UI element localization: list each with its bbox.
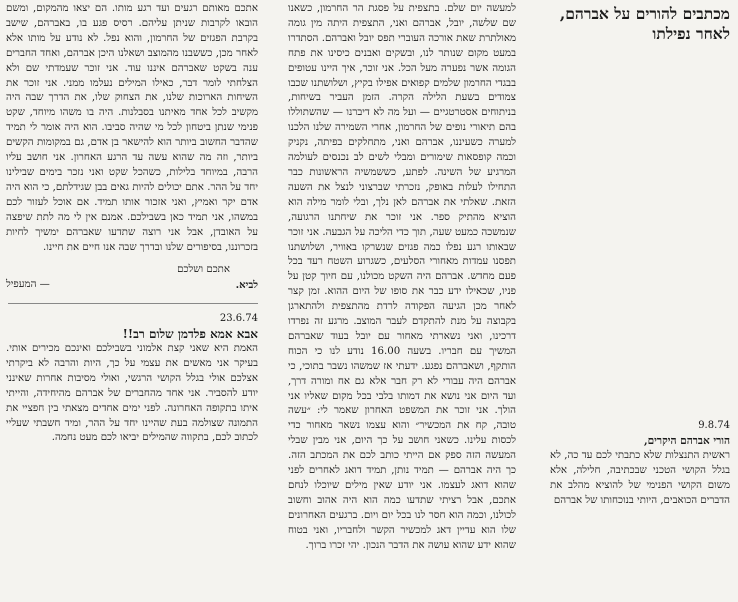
signature [6,278,258,293]
left-body: אתכם מאותם רגעים ועד רגע מותו. הם יצאו מהמקום, ומשם הובאו לקרבות שניתן עליהם. רסיס פגע בו, באברהם, שישב בקרבת הפגזים של החרמון, והוא נפל. לא נודע על מותו אלא לאחר מכן, כששבנו מהמוצב ושאלנו היכן אברהם, ואחד החברים ענה בשקט שאברהם איננו עוד. אני זוכר שעמדתי שם ולא הצלחתי לומר דבר, כאילו המילים נעלמו ממני. אני זוכר את השיחות הארוכות שלנו, את הצחוק שלו, את הדרך שבה היה מקשיב לכל אחד מאיתנו בסבלנות. היה בו משהו מיוחד, שקט פנימי שנתן ביטחון לכל מי שהיה סביבו. הוא היה אומר לי תמיד שהדבר החשוב ביותר הוא להישאר בן אדם, גם במקומות הקשים ביותר, וזה מה שהוא עשה עד הרגע האחרון. אני חושב עליו הרבה, במיוחד בלילות, כשהכל שקט ואני נזכר בימים שבילינו יחד על ההר. אתם יכולים להיות גאים בבן שגידלתם, כי הוא היה אדם יקר ואמיץ, ואני אזכור אותו תמיד. אם אוכל לעזור לכם במשהו, אני תמיד כאן בשבילכם. אמנם אין לי מה לתת שיפצה על האובדן, אבל אני רוצה שתדעו שאברהם ימשיך לחיות בזכרוננו, בסיפורים שלנו ובדרך שבה אנו חיים את חיינו. [6,3,258,253]
letter2-heading: אבא אמא פלדמן שלום רב!! [122,327,258,342]
column-left [6,2,258,602]
letter1-body: ראשית התנצלות שלא כתבתי לכם עד כה, לא בגלל הקושי הטכני שבכתיבה, חלילה, אלא משום הקושי הפנימי של להוציא מהלב את הדברים הכואבים, היותי בנוכחותו של אברהם [550,449,730,506]
page-title: מכתבים להורים על אברהם, לאחר נפילתו [559,4,730,43]
divider [8,303,258,304]
signature-role: — המעפיל [6,279,50,291]
letter2-body: האמת היא שאני קצת אלמוני בשבילכם ואינכם מכירים אותי. בעיקר אני מאשים את עצמי על כך, היות והרבה לא ביקרתי אצלכם אולי בגלל הקושי הרגשי, ואולי מסיבות אחרות שאינני יודע להסביר. אני אחד מהחברים של אברהם מהיחידה, והייתי איתו בתקופה האחרונה. לפני ימים אחדים מצאתי בין חפציי את התמונה שצולמה בעת שהיינו יחד על ההר, ומיד חשבתי שעליי לכתוב לכם, בתקווה שהמילים יביאו לכם מעט נחמה. [6,343,258,444]
letter2-date: 23.6.74 [219,313,258,325]
column-right [550,0,730,600]
middle-text: למעשה יום שלם. בתצפית על פסגת הר החרמון, כשאנו שם שלשה, יובל, אברהם ואני, התצפית היתה מין גומה מאולתרת שאת אורכה העוברי תפס יובל ואברהם. הסתדרו במעט מקום שנותר לנו, ובשקים ואבנים כיסינו את פתח הגומה אשר נפערה מעל הכל. אני זוכר, איך היינו עטופים בבגדי החרמון שלמים קפואים אפילו בקיץ, ושלושתנו שכבו צמודים בשעת הלילה הקרה. הזמן העביר בשיחות, בניתוחים אסטרטגיים — ועל מה לא דיברנו — שהשתוללו בהם תיאורי נופים של החרמון, אחרי השמירה שלנו הלכנו למערה כשעיננו, אברהם ואני, מתחלקים בפיתה, נקניק וכמה קופסאות שימורים ומבלי לשים לב נכנסים לעולמה המרגיע של השינה. לפתע, כששמשיה הראשונות כבר התחילו לעלות באופק, נזכרתי שברצוני לנצל את השעה הזאת. שאלתי את אברהם לאן נלך, ובלי לומר מילה הוא הוציא מהתיק ספר. אני זוכר את שיחתנו הרגועה, שנמשכה כמעט שעה, תוך כדי הליכה על הגבעה. אני זוכר שבאותו רגע נפלו כמה פגזים שנשרקו באוויר, ושלושתנו תפסנו עמדות מאחורי הסלעים, כשגרוע השטח רעד בכל פעם מחדש. אברהם היה השקט מכולנו, עם חיוך קטן על פניו, שכאילו ידע כבר את סופו של היום ההוא. זמן קצר לאחר מכן הגיעה הפקודה לרדת מהתצפית ולהתארגן בקבוצה על מנת להתקדם לעבר המוצב. מרגע זה נפרדו דרכינו, ואני נשארתי מאחור עם יובל בעוד שאברהם המשיך עם חבריו. בשעה 16.00 נודע לנו כי הכוח הותקף, ושאברהם נפגע. ידעתי אז שמשהו נשבר בתוכי, כי אברהם היה עבורי לא רק חבר אלא גם אח ומורה דרך, ועד היום אני נושא את דמותו בלבי בכל מקום שאליו אני הולך. אני זוכר את המשפט האחרון שאמר לי: ״עשה טובה, קח את המכשיר״ והוא עצמו נשאר מאחור כדי לכסות עלינו. כשאני חושב על כך היום, אני מבין שבלי המעשה הזה ספק אם הייתי כותב לכם את המכתב הזה. כך היה אברהם — תמיד נותן, תמיד דואג לאחרים לפני שהוא דואג לעצמו. אני יודע שאין מילים שיוכלו לנחם אתכם, אבל רציתי שתדעו כמה הוא היה אהוב וחשוב לכולנו, וכמה הוא חסר לנו בכל יום ויום. ברגעים האחרונים שלו הוא עדיין דאג למכשיר הקשר ולחבריו, ואני בטוח שהוא ידע שהוא עושה את הדבר הנכון. יהי זכרו ברוך. [288,3,516,551]
closing-line: אתכם ושלכם [177,264,230,276]
signature-name: לביא. [235,279,258,292]
closing-block [6,263,258,293]
letter1-date: 9.8.74 [698,420,730,431]
column-middle [288,2,516,602]
letter1-salutation: הורי אברהם היקרים, [643,434,730,447]
